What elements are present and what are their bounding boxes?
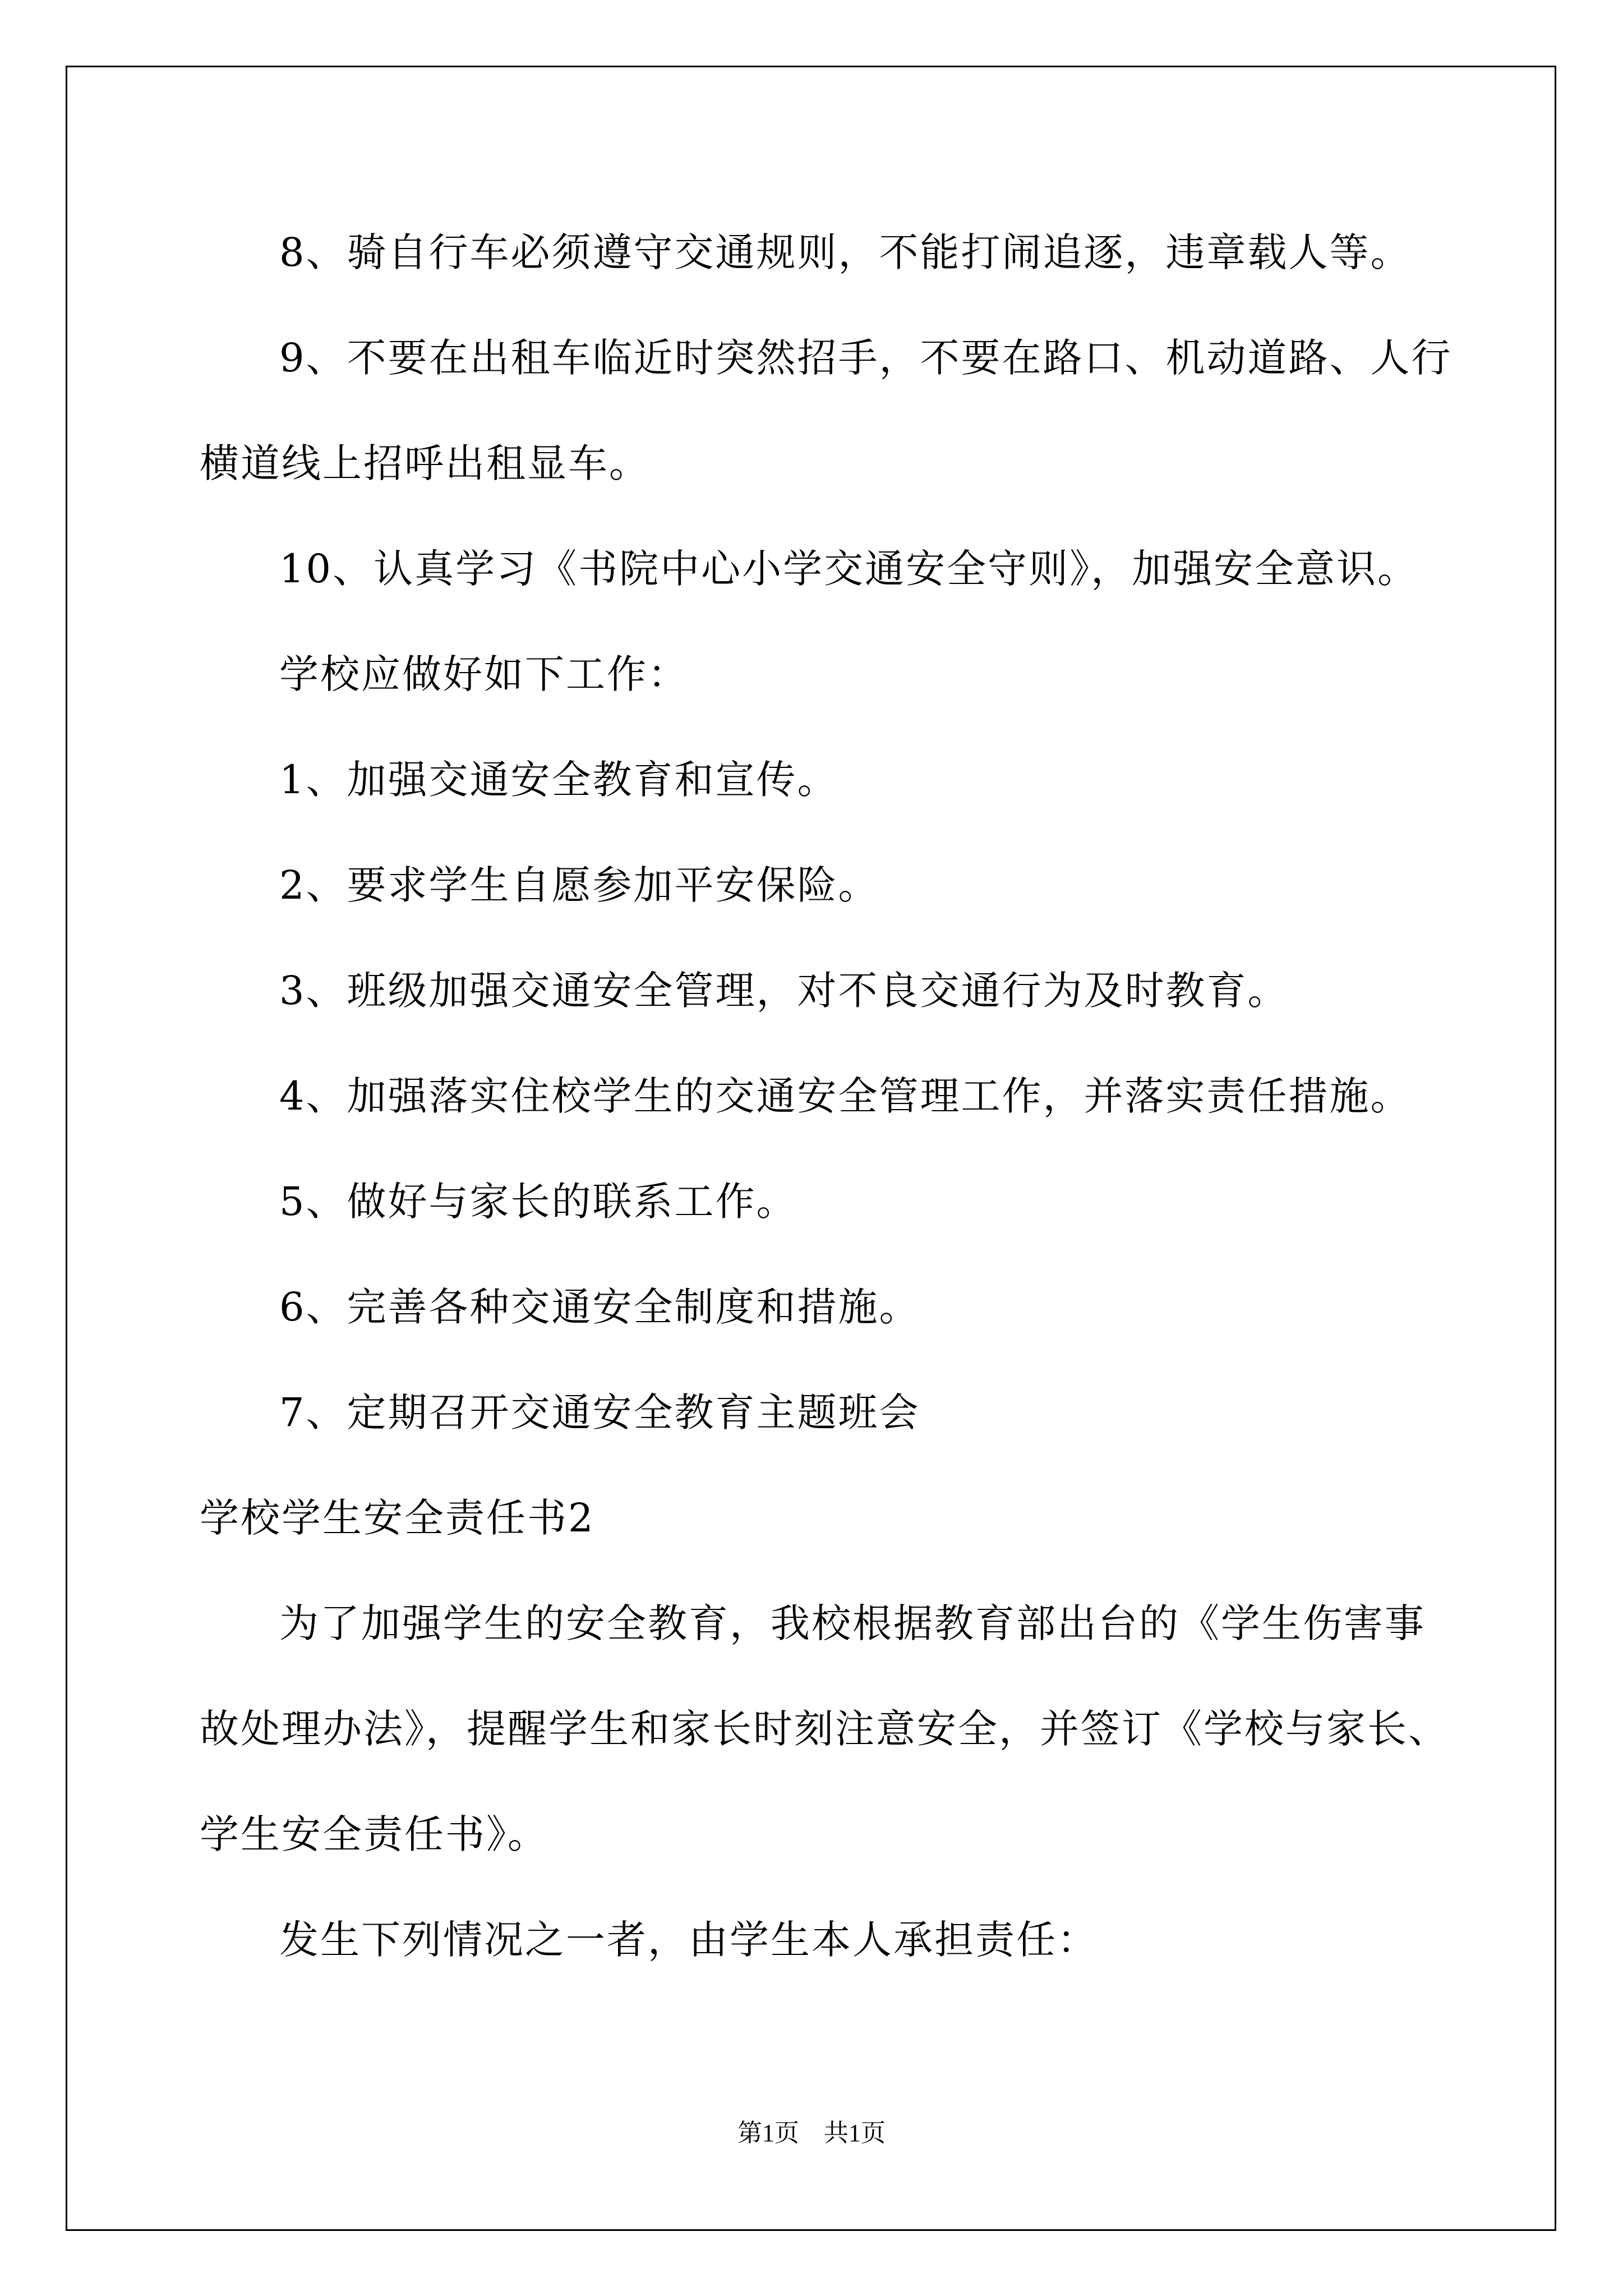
text-line: 4、加强落实住校学生的交通安全管理工作，并落实责任措施。 (279, 1073, 1412, 1119)
text-line: 8、骑自行车必须遵守交通规则，不能打闹追逐，违章载人等。 (279, 229, 1412, 275)
text-line: 3、班级加强交通安全管理，对不良交通行为及时教育。 (279, 968, 1289, 1014)
text-line: 学校应做好如下工作： (279, 651, 689, 697)
page-footer: 第1页 共1页 (737, 2119, 886, 2147)
text-line: 1、加强交通安全教育和宣传。 (279, 757, 838, 803)
text-line: 发生下列情况之一者，由学生本人承担责任： (279, 1917, 1098, 1963)
text-line: 9、不要在出租车临近时突然招手，不要在路口、机动道路、人行 (279, 335, 1453, 381)
text-line: 10、认真学习《书院中心小学交通安全守则》，加强安全意识。 (279, 546, 1419, 592)
section-heading: 学校学生安全责任书2 (200, 1495, 595, 1541)
text-line: 为了加强学生的安全教育，我校根据教育部出台的《学生伤害事 (279, 1600, 1426, 1646)
page-border (66, 66, 1556, 2231)
text-line: 5、做好与家长的联系工作。 (279, 1179, 797, 1225)
text-line: 横道线上招呼出租显车。 (200, 440, 650, 486)
text-line: 学生安全责任书》。 (200, 1811, 548, 1857)
text-line: 故处理办法》，提醒学生和家长时刻注意安全，并签订《学校与家长、 (200, 1706, 1449, 1752)
text-line: 6、完善各种交通安全制度和措施。 (279, 1284, 920, 1330)
text-line: 2、要求学生自愿参加平安保险。 (279, 862, 879, 908)
text-line: 7、定期召开交通安全教育主题班会 (279, 1389, 920, 1435)
